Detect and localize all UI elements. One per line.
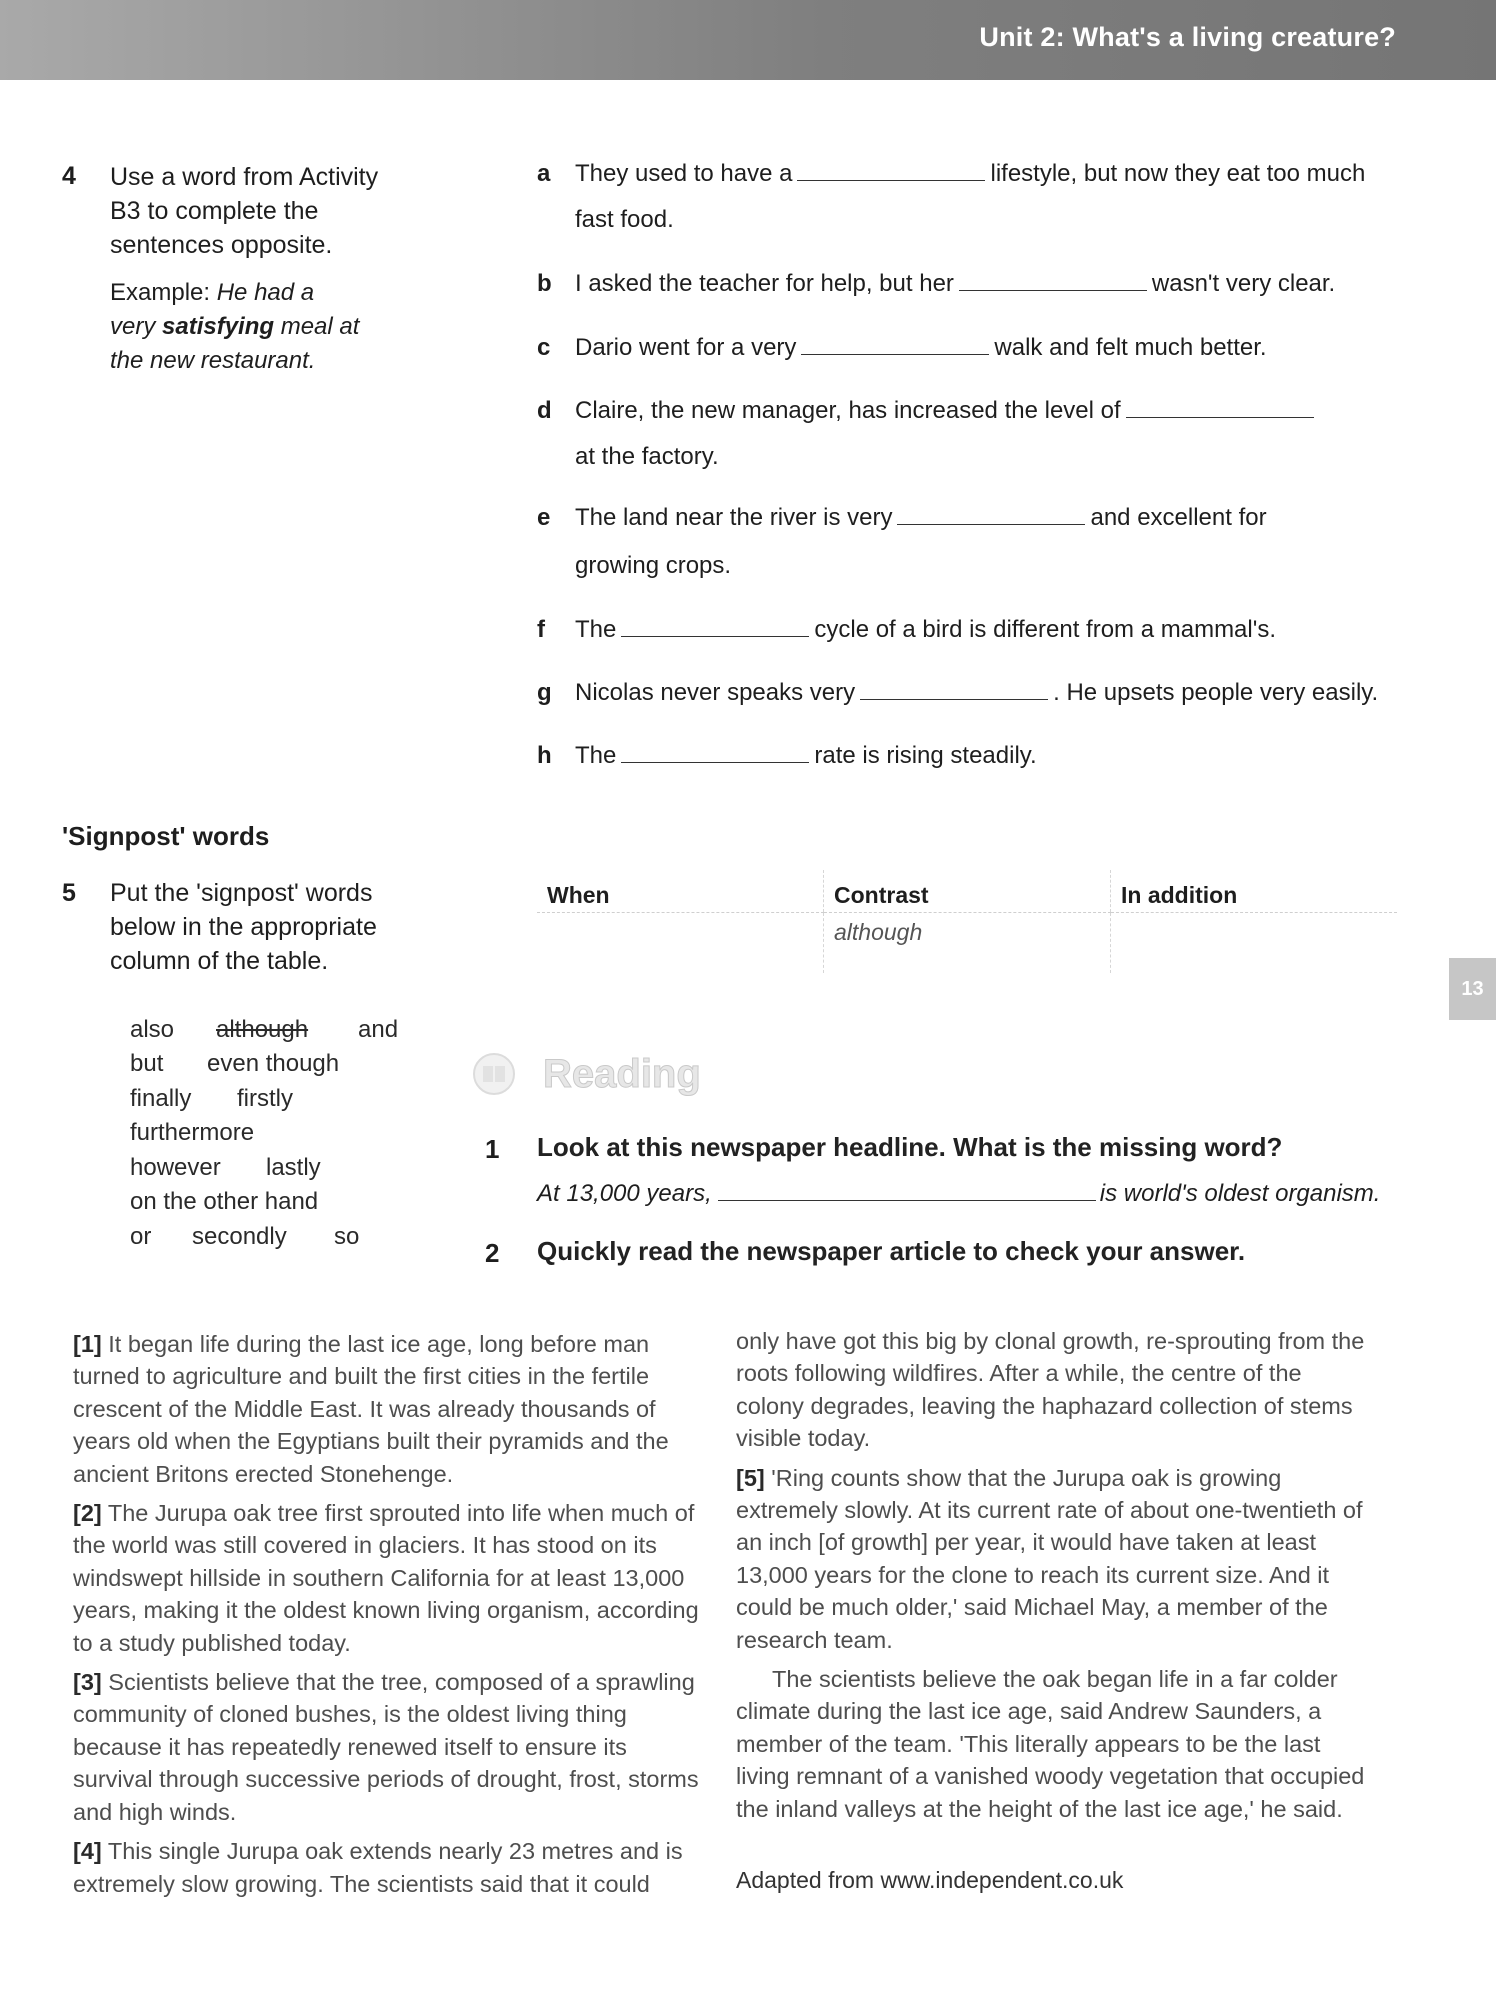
paragraph-text: Scientists believe that the tree, composed of a sprawling community of cloned bushes, is the oldest living thing because it has repeatedly renewed itself to ensure its survival through successive periods of drought, frost, storms and high winds. — [73, 1669, 699, 1825]
table-row — [537, 913, 1397, 974]
reading-icon — [470, 1050, 518, 1098]
sentence-letter: b — [537, 270, 552, 297]
article-paragraph — [73, 1328, 713, 1490]
table-cell-when[interactable] — [537, 913, 824, 974]
signpost-word: however — [130, 1154, 221, 1181]
answer-blank[interactable] — [801, 334, 989, 355]
unit-title: Unit 2: What's a living creature? — [979, 22, 1396, 52]
instruction-line: sentences opposite. — [110, 231, 333, 259]
article-column-right — [736, 1325, 1376, 1832]
sentence-text: growing crops. — [575, 552, 732, 579]
paragraph-text: 'Ring counts show that the Jurupa oak is growing extremely slowly. At its current rate of about one-twentieth of an inch [of growth] per year, it would have taken at least 13,000 years for the clone to reach its current size. And it could be much older,' said Michael May, a member of the research team. — [736, 1464, 1363, 1653]
signpost-word: also — [130, 1016, 175, 1043]
answer-blank[interactable] — [621, 616, 809, 637]
activity-4-example — [110, 276, 359, 378]
newspaper-headline — [537, 1180, 1380, 1208]
headline-text: is world's oldest organism. — [1099, 1180, 1381, 1207]
example-text: He had a — [216, 279, 315, 306]
table-header-contrast: Contrast — [824, 870, 1111, 913]
signpost-word: and — [358, 1016, 399, 1043]
sentence-letter: h — [537, 742, 552, 769]
signpost-table — [537, 870, 1397, 973]
sentence-text: fast food. — [575, 206, 674, 233]
headline-answer-blank[interactable] — [718, 1180, 1096, 1201]
answer-blank[interactable] — [1126, 397, 1314, 418]
sentence-text: . He upsets people very easily. — [1053, 679, 1379, 706]
article-paragraph: The scientists believe the oak began life in a far colder climate during the last ice age, said Andrew Saunders, a member of the team. 'This literally appears to be the last living remnant of a vanished woody vegetation that occupied the inland valleys at the height of the last ice age,' he said. — [736, 1666, 1365, 1822]
sentence-text: I asked the teacher for help, but her — [575, 270, 954, 297]
answer-blank[interactable] — [897, 504, 1085, 525]
paragraph-number: [1] — [73, 1331, 102, 1357]
paragraph-number: [4] — [73, 1838, 102, 1865]
sentence-text: The — [575, 742, 617, 769]
paragraph-number: [3] — [73, 1669, 102, 1696]
sentence-text: The — [575, 616, 617, 643]
paragraph-text: The Jurupa oak tree first sprouted into life when much of the world was still covered in glaciers. It has stood on its windswept hillside in southern California for at least 13,000 years, making it the oldest known living organism, according to a study published today. — [73, 1500, 699, 1656]
article-paragraph — [73, 1497, 713, 1659]
answer-blank[interactable] — [860, 679, 1048, 700]
sentence-text: cycle of a bird is different from a mammal's. — [814, 616, 1276, 643]
example-keyword: satisfying — [162, 313, 275, 340]
example-text: the new restaurant. — [110, 347, 316, 374]
signpost-section-title: 'Signpost' words — [62, 821, 270, 851]
paragraph-number: [2] — [73, 1500, 102, 1527]
article-source: Adapted from www.independent.co.uk — [736, 1867, 1124, 1893]
instruction-line: Put the 'signpost' words — [110, 879, 373, 907]
headline-text: At 13,000 years, — [537, 1180, 712, 1207]
example-text: meal at — [280, 313, 360, 340]
instruction-line: column of the table. — [110, 947, 329, 975]
reading-q2-text: Quickly read the newspaper article to check your answer. — [537, 1236, 1246, 1266]
sentence-text: Claire, the new manager, has increased the level of — [575, 397, 1121, 424]
instruction-line: Use a word from Activity — [110, 163, 379, 191]
sentence-letter: a — [537, 160, 551, 187]
signpost-word: but — [130, 1050, 164, 1077]
article-paragraph — [73, 1835, 713, 1900]
sentence-text: walk and felt much better. — [994, 334, 1267, 361]
reading-heading: Reading — [543, 1052, 701, 1096]
reading-q2-number: 2 — [485, 1238, 500, 1268]
sentence-letter: e — [537, 504, 551, 531]
table-header-in-addition: In addition — [1111, 870, 1398, 913]
signpost-word: furthermore — [130, 1119, 255, 1146]
sentence-text: The land near the river is very — [575, 504, 893, 531]
answer-blank[interactable] — [959, 270, 1147, 291]
sentence-text: Nicolas never speaks very — [575, 679, 856, 706]
signpost-word: even though — [207, 1050, 340, 1077]
sentence-text: rate is rising steadily. — [814, 742, 1037, 769]
article-paragraph — [736, 1325, 1376, 1455]
signpost-word: or — [130, 1223, 152, 1250]
sentence-text: lifestyle, but now they eat too much — [990, 160, 1366, 187]
sentence-letter: g — [537, 679, 552, 706]
table-header-when: When — [537, 870, 824, 913]
page-header — [0, 0, 1496, 80]
signpost-word: finally — [130, 1085, 192, 1112]
article-paragraph — [73, 1666, 713, 1828]
activity-5-number: 5 — [62, 879, 76, 907]
paragraph-number: [5] — [736, 1464, 765, 1491]
activity-4-number: 4 — [62, 162, 76, 190]
sentence-letter: d — [537, 397, 552, 424]
answer-blank[interactable] — [797, 160, 985, 181]
signpost-word: on the other hand — [130, 1188, 319, 1215]
sentence-letter: c — [537, 334, 551, 361]
paragraph-text: It began life during the last ice age, long before man turned to agriculture and built the first cities in the fertile crescent of the Middle East. It was already thousands of years old when the Egyptians built their pyramids and the ancient Britons erected Stonehenge. — [73, 1331, 669, 1487]
article-paragraph — [736, 1462, 1376, 1656]
table-cell-in-addition[interactable] — [1111, 913, 1398, 974]
sentence-letter: f — [537, 616, 545, 643]
signpost-word: firstly — [237, 1085, 293, 1112]
article-column-left — [73, 1328, 713, 1907]
signpost-word-used: although — [216, 1016, 309, 1043]
page-number-tab: 13 — [1449, 958, 1496, 1020]
instruction-line: below in the appropriate — [110, 913, 377, 941]
signpost-word: secondly — [192, 1223, 287, 1250]
paragraph-text: This single Jurupa oak extends nearly 23 metres and is extremely slow growing. The scientists said that it could — [73, 1838, 683, 1897]
sentence-text: at the factory. — [575, 443, 719, 470]
sentence-text: Dario went for a very — [575, 334, 797, 361]
paragraph-text: only have got this big by clonal growth, re-sprouting from the roots following wildfires. After a while, the centre of the colony degrades, leaving the haphazard collection of stems visible today. — [736, 1328, 1365, 1452]
signpost-word: lastly — [266, 1154, 321, 1181]
sentence-text: wasn't very clear. — [1151, 270, 1336, 297]
table-cell-contrast[interactable]: although — [824, 913, 1111, 974]
reading-q1-text: Look at this newspaper headline. What is the missing word? — [537, 1132, 1283, 1162]
sentence-text: They used to have a — [575, 160, 793, 187]
example-text: very — [110, 313, 156, 340]
example-label: Example: — [110, 279, 211, 306]
activity-5-instruction — [110, 876, 377, 978]
sentence-text: and excellent for — [1090, 504, 1267, 531]
instruction-line: B3 to complete the — [110, 197, 319, 225]
table-header-row — [537, 870, 1397, 913]
answer-blank[interactable] — [621, 742, 809, 763]
activity-4-instruction — [110, 160, 378, 262]
reading-q1-number: 1 — [485, 1134, 500, 1164]
signpost-word: so — [334, 1223, 360, 1250]
